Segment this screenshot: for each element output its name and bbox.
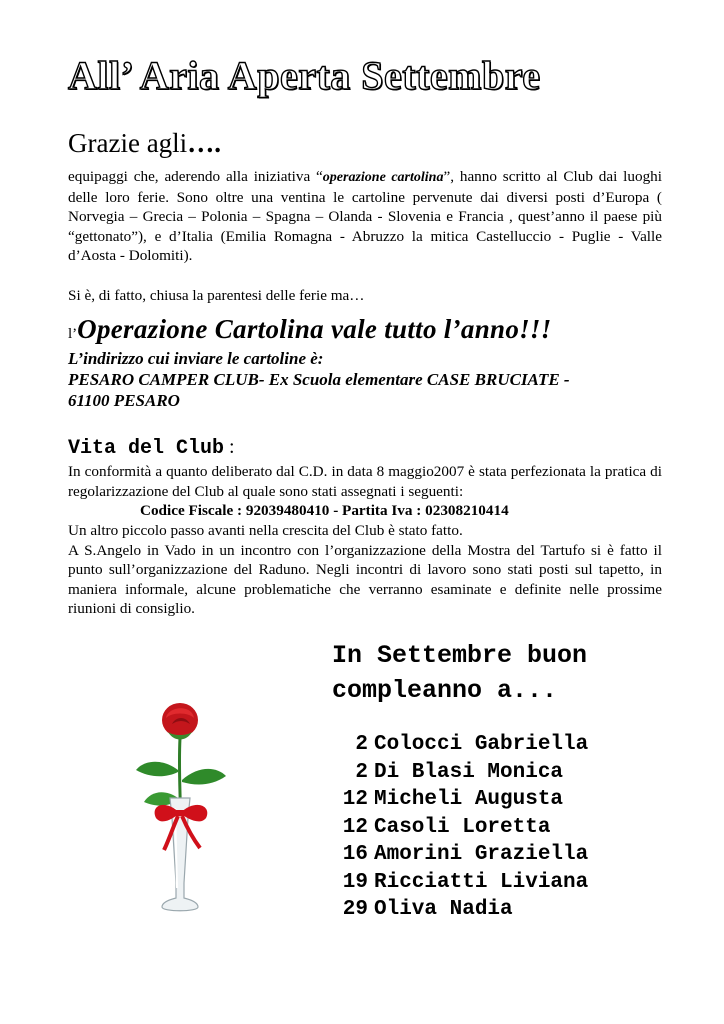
vita-heading-text: Vita del Club (68, 437, 225, 460)
vita-heading-colon: : (224, 436, 235, 458)
birthday-heading-line-1: In Settembre buon (332, 641, 588, 670)
intro-text-before: equipaggi che, aderendo alla iniziativa “ (68, 168, 323, 185)
birthday-name: Micheli Augusta (374, 788, 564, 811)
birthday-day: 12 (342, 815, 368, 839)
birthday-name: Di Blasi Monica (374, 760, 564, 784)
rose-vase-illustration (128, 698, 238, 918)
page-title: All’ Aria Aperta Settembre (68, 53, 541, 98)
intro-emphasis: operazione cartolina (322, 170, 444, 185)
intro-heading-dots: …. (187, 128, 221, 158)
birthday-heading (332, 638, 692, 708)
address-line-1: PESARO CAMPER CLUB- Ex Scuola elementare CASE BRUCIATE - (68, 370, 570, 389)
intro-closing: Si è, di fatto, chiusa la parentesi delle ferie ma… (68, 287, 365, 304)
address-block (68, 348, 668, 411)
vita-paragraph-1: In conformità a quanto deliberato dal C.D. in data 8 maggio2007 è stata perfezionata la pratica di regolarizzazione del Club al quale sono stati assegnati i seguenti: (68, 463, 662, 500)
birthday-day: 12 (342, 788, 368, 811)
vita-text-2: Un altro piccolo passo avanti nella crescita del Club è stato fatto. (68, 522, 463, 539)
operazione-prefix: l’ (68, 326, 78, 342)
address-intro: L’indirizzo cui inviare le cartoline è: (68, 349, 324, 368)
intro-heading-text: Grazie agli (68, 128, 188, 158)
vita-text-3: A S.Angelo in Vado in un incontro con l’organizzazione della Mostra del Tartufo si è fatto il punto sull’organizzazione del Raduno. Negli incontri di lavoro sono stati posti sul tapetto, in maniera informale, alcune problematiche che verranno esaminate e definite nelle prossime riunioni di consiglio. (68, 541, 662, 617)
birthday-name: Ricciatti Liviana (374, 870, 589, 894)
list-item (332, 759, 588, 787)
birthday-day: 2 (355, 760, 368, 784)
list-item (332, 896, 588, 924)
vita-paragraph-2 (68, 521, 662, 619)
birthday-name: Amorini Graziella (374, 843, 589, 866)
birthday-name: Colocci Gabriella (374, 733, 589, 756)
intro-text-after: ”, hanno scritto al Club dai luoghi delle loro ferie. Sono oltre una ventina le cartoline pervenute dai diversi posti d’Europa ( Norvegia – Grecia – Polonia – Spagna – Olanda - Slovenia e Francia , quest’anno il paese più “gettonato”), e d’Italia (Emilia Romagna - Abruzzo la mitica Castelluccio - Puglie - Valle d’Aosta - Dolomiti). (68, 168, 662, 264)
birthday-heading-line-2: compleanno a... (332, 676, 558, 705)
list-item (332, 869, 588, 897)
list-item (332, 841, 588, 869)
birthday-name: Oliva Nadia (374, 898, 513, 921)
vita-heading (68, 436, 235, 460)
birthday-name: Casoli Loretta (374, 815, 551, 839)
birthday-day: 16 (342, 843, 368, 866)
intro-paragraph (68, 167, 662, 266)
list-item (332, 731, 588, 759)
list-item (332, 814, 588, 842)
operazione-headline-text: Operazione Cartolina vale tutto l’anno!!! (77, 314, 552, 344)
birthday-list (332, 731, 588, 924)
birthday-day: 19 (342, 870, 368, 894)
tax-codes: Codice Fiscale : 92039480410 - Partita Iva : 02308210414 (140, 502, 509, 519)
birthday-day: 2 (355, 733, 368, 756)
address-line-2: 61100 PESARO (68, 391, 180, 410)
list-item (332, 786, 588, 814)
operazione-headline (68, 314, 552, 345)
birthday-day: 29 (342, 898, 368, 921)
intro-heading (68, 128, 221, 159)
